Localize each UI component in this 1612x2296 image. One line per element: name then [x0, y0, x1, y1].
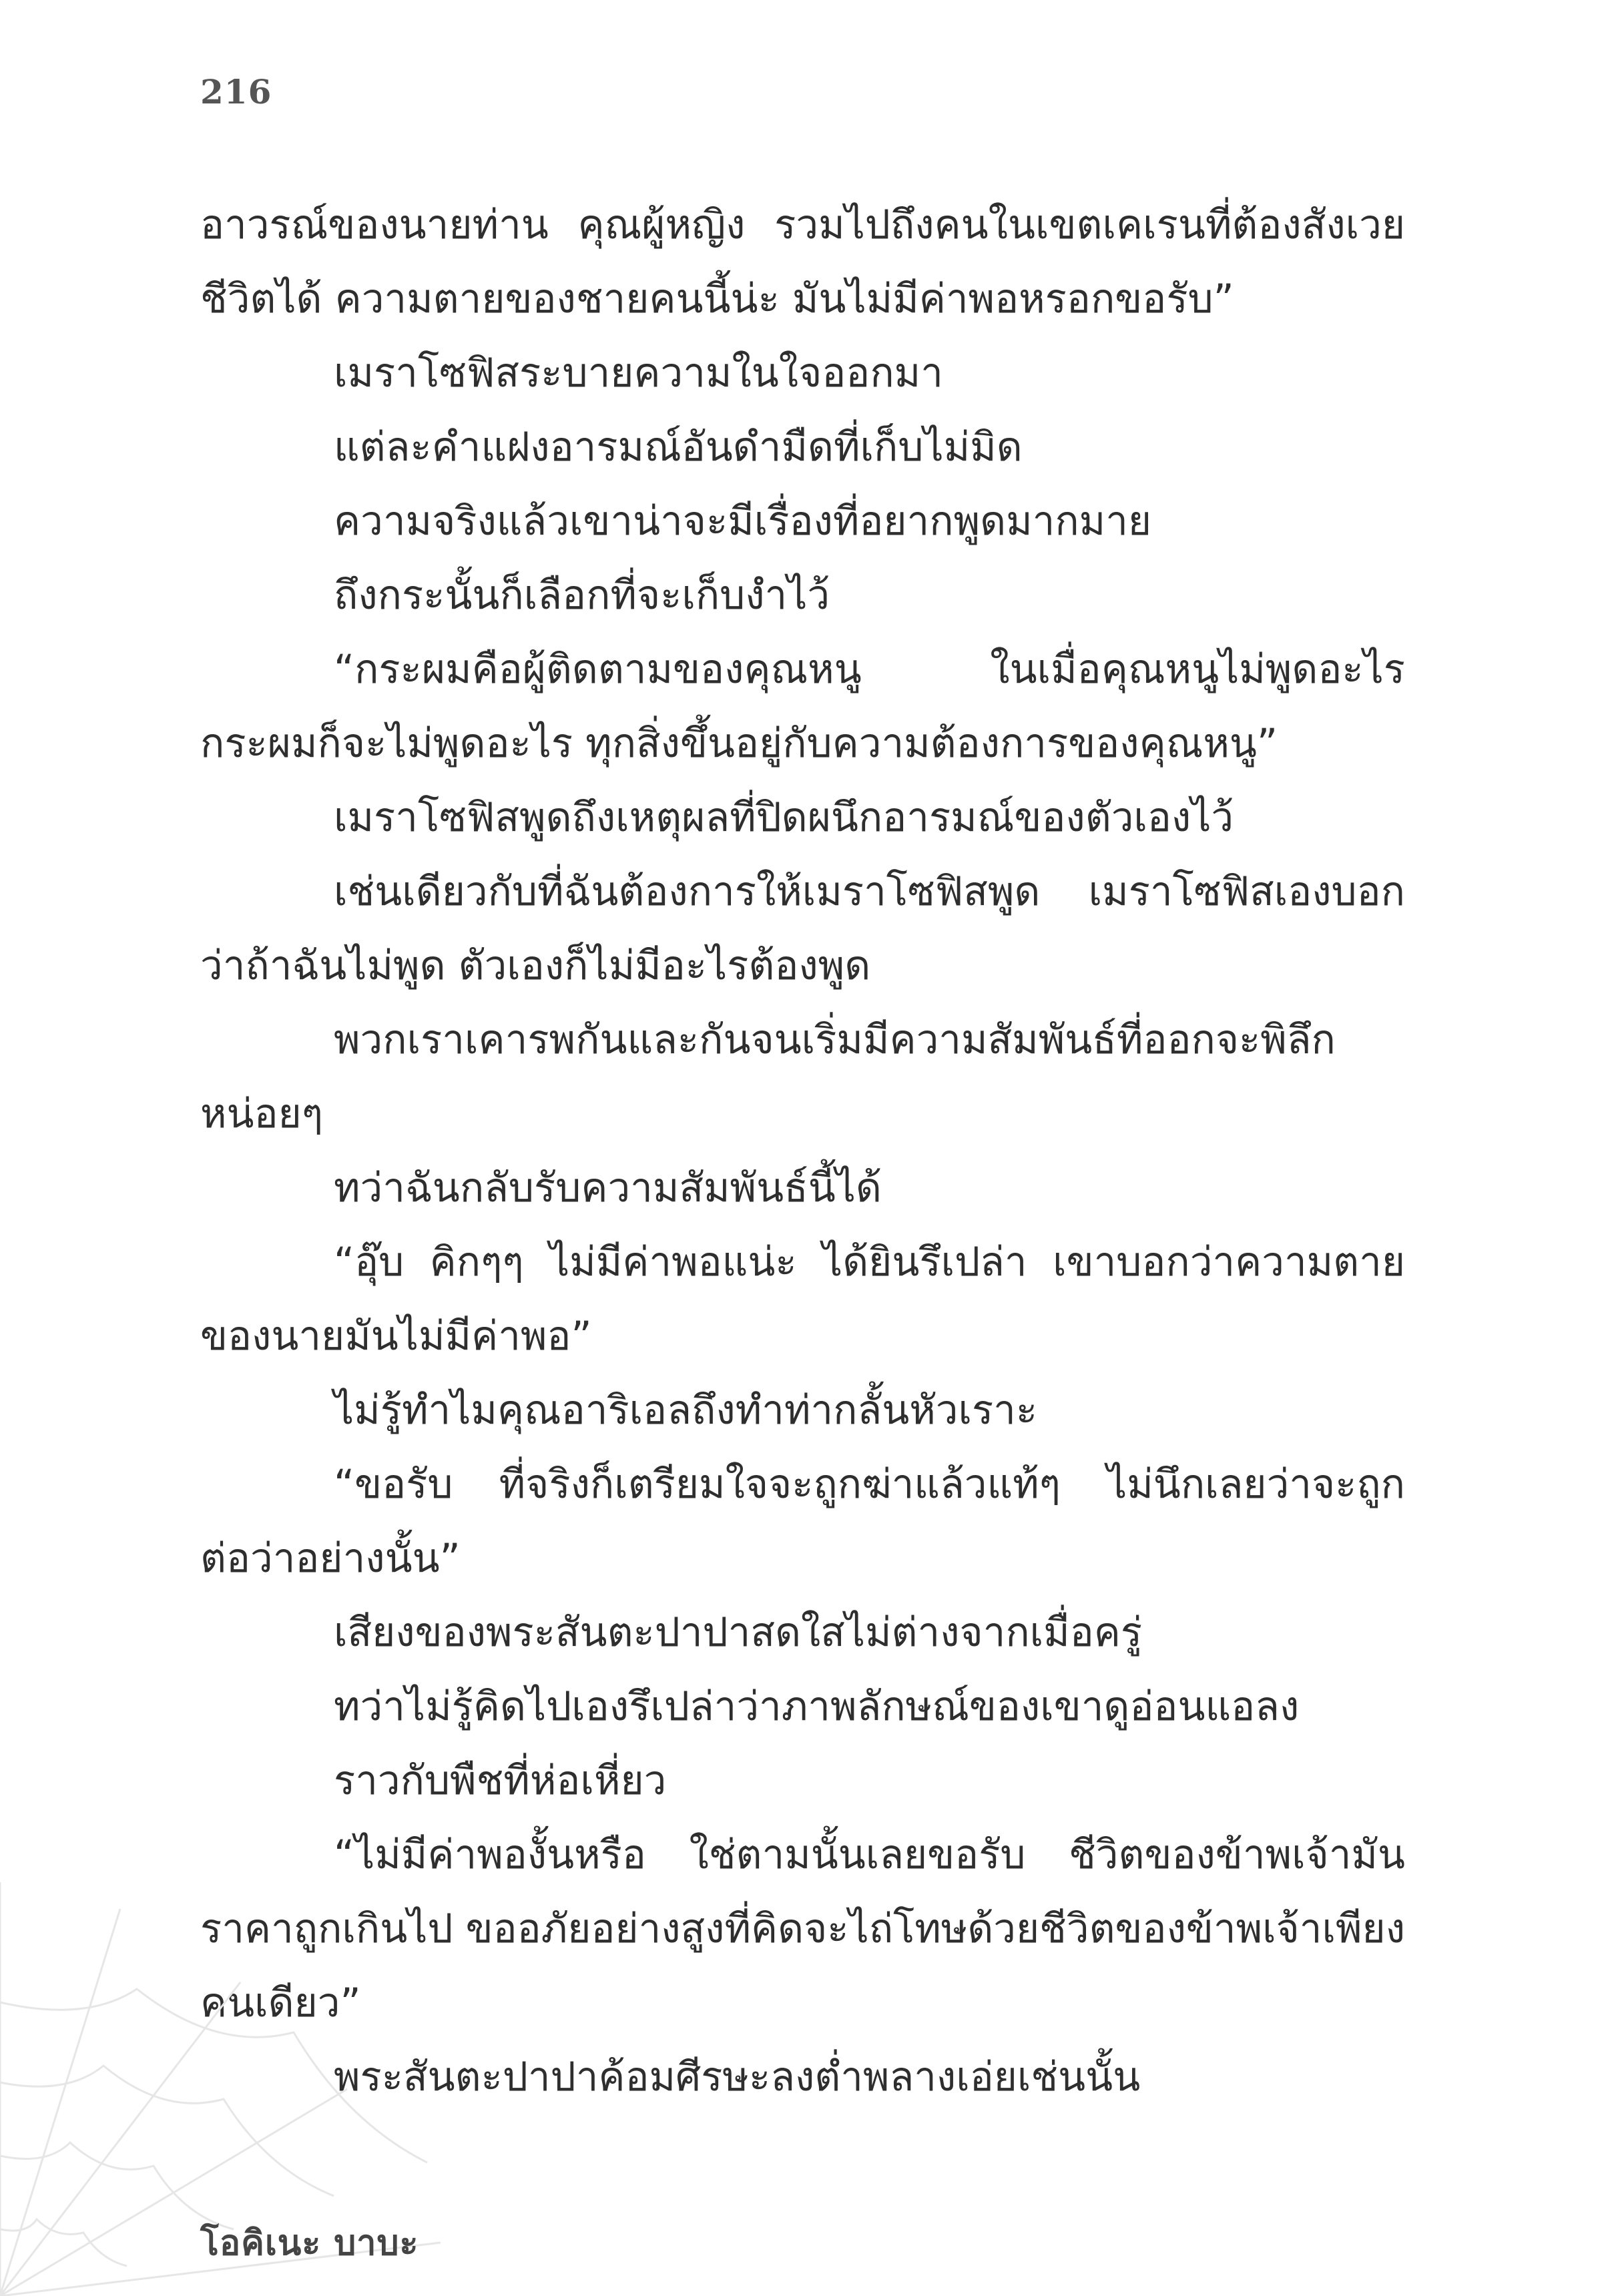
- paragraph-11: “อุ๊บ คิกๆๆ ไม่มีค่าพอแน่ะ ได้ยินรึเปล่า เขาบอกว่าความตายของนายมันไม่มีค่าพอ”: [200, 1239, 1405, 1360]
- paragraph-10: ทว่าฉันกลับรับความสัมพันธ์นี้ได้: [334, 1165, 882, 1211]
- body-text: [200, 188, 1405, 2114]
- paragraph-9: พวกเราเคารพกันและกันจนเริ่มมีความสัมพันธ์ที่ออกจะพิลึกหน่อยๆ: [200, 1017, 1336, 1137]
- paragraph-13: “ขอรับ ที่จริงก็เตรียมใจจะถูกฆ่าแล้วแท้ๆ ไม่นึกเลยว่าจะถูกต่อว่าอย่างนั้น”: [200, 1461, 1405, 1582]
- paragraph-16: ราวกับพืชที่ห่อเหี่ยว: [334, 1757, 667, 1804]
- page-number: 216: [200, 72, 272, 111]
- paragraph-1: อาวรณ์ของนายท่าน คุณผู้หญิง รวมไปถึงคนในเขตเคเรนที่ต้องสังเวยชีวิตได้ ความตายของชายคนนี้น่ะ มันไม่มีค่าพอหรอกขอรับ”: [200, 202, 1405, 322]
- paragraph-6: “กระผมคือผู้ติดตามของคุณหนู ในเมื่อคุณหนูไม่พูดอะไร กระผมก็จะไม่พูดอะไร ทุกสิ่งขึ้นอยู่กับความต้องการของคุณหนู”: [200, 646, 1405, 767]
- author-name: โอคิเนะ บาบะ: [200, 2223, 419, 2263]
- paragraph-15: ทว่าไม่รู้คิดไปเองรึเปล่าว่าภาพลักษณ์ของเขาดูอ่อนแอลง: [334, 1683, 1300, 1730]
- paragraph-3: แต่ละคำแฝงอารมณ์อันดำมืดที่เก็บไม่มิด: [334, 424, 1023, 471]
- paragraph-12: ไม่รู้ทำไมคุณอาริเอลถึงทำท่ากลั้นหัวเราะ: [334, 1387, 1038, 1434]
- paragraph-5: ถึงกระนั้นก็เลือกที่จะเก็บงำไว้: [334, 572, 830, 619]
- paragraph-18: พระสันตะปาปาค้อมศีรษะลงต่ำพลางเอ่ยเช่นนั้น: [334, 2054, 1141, 2100]
- paragraph-4: ความจริงแล้วเขาน่าจะมีเรื่องที่อยากพูดมากมาย: [334, 498, 1152, 545]
- paragraph-7: เมราโซฟิสพูดถึงเหตุผลที่ปิดผนึกอารมณ์ของตัวเองไว้: [334, 794, 1234, 841]
- paragraph-8: เช่นเดียวกับที่ฉันต้องการให้เมราโซฟิสพูด เมราโซฟิสเองบอกว่าถ้าฉันไม่พูด ตัวเองก็ไม่มีอะไรต้องพูด: [200, 868, 1405, 989]
- paragraph-14: เสียงของพระสันตะปาปาสดใสไม่ต่างจากเมื่อครู่: [334, 1609, 1143, 1656]
- paragraph-17: “ไม่มีค่าพองั้นหรือ ใช่ตามนั้นเลยขอรับ ชีวิตของข้าพเจ้ามันราคาถูกเกินไป ขออภัยอย่างสูงที่คิดจะไถ่โทษด้วยชีวิตของข้าพเจ้าเพียงคนเดียว”: [200, 1831, 1406, 2026]
- paragraph-2: เมราโซฟิสระบายความในใจออกมา: [334, 350, 943, 396]
